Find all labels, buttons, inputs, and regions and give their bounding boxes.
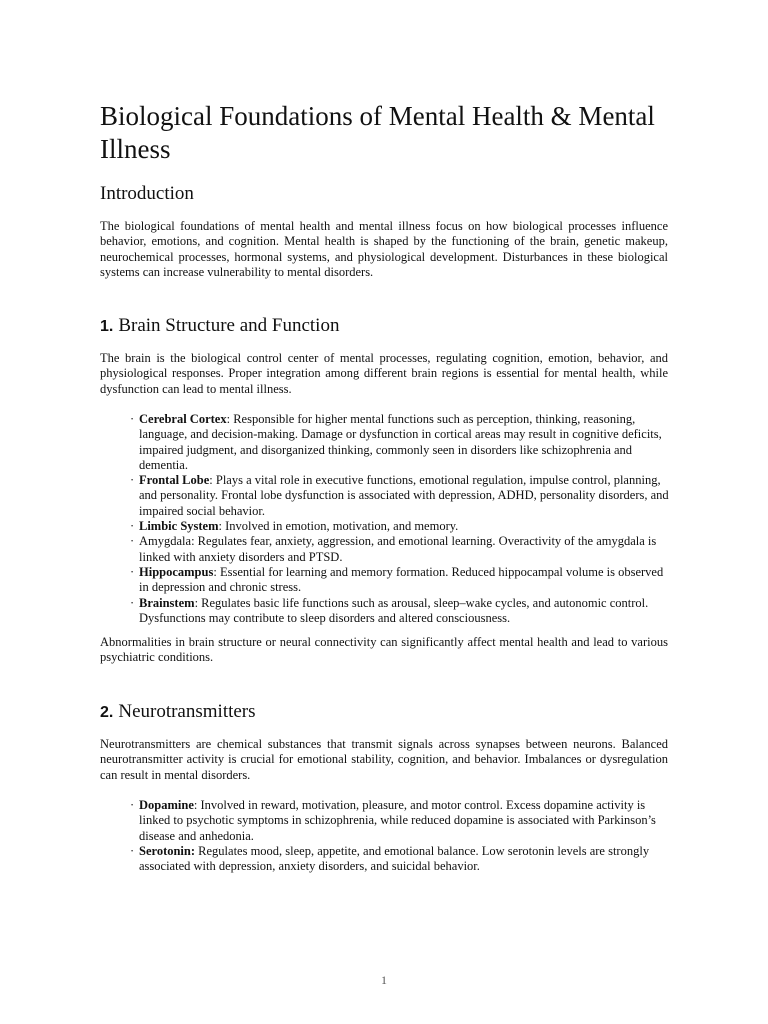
bullet-term: Hippocampus [139,564,214,579]
bullet-description: Amygdala: Regulates fear, anxiety, aggression, and emotional learning. Overactivity of the amygdala is linked with anxiety disorders and PTSD. [139,534,657,564]
bullet-marker: · [130,595,135,610]
list-item [130,798,675,844]
bullet-description: Regulates mood, sleep, appetite, and emotional balance. Low serotonin levels are strongly associated with depression, anxiety disorders, and suicidal behavior. [139,843,650,874]
bullet-marker: · [130,564,135,579]
bullet-separator: : [226,412,231,426]
bullet-description: Involved in emotion, motivation, and memory. [222,519,459,534]
section-2-heading [100,700,256,725]
section-2-bullet-list [130,798,675,874]
bullet-description: Responsible for higher mental functions such as perception, thinking, reasoning, language, and decision-making. Damage or dysfunction in cortical areas may result in cognitive deficits, impaired judgment, and disorganized thinking, commonly seen in disorders like schizophrenia and dementia. [139,412,662,472]
intro-heading: Introduction [100,183,194,204]
section-1-number: 1. [100,318,114,335]
bullet-separator: : [193,798,198,812]
page-number: 1 [381,973,387,987]
list-item [130,534,675,565]
section-1-closing-paragraph: Abnormalities in brain structure or neural connectivity can significantly affect mental health and lead to various psychiatric conditions. [100,635,668,665]
bullet-term: Serotonin: [139,843,196,858]
bullet-description: Involved in reward, motivation, pleasure, and motor control. Excess dopamine activity is linked to psychotic symptoms in schizophrenia, while reduced dopamine is associated with Parkinson’s disease and anhedonia. [139,798,656,843]
list-item [130,473,675,519]
document-title: Biological Foundations of Mental Health & Mental Illness [100,101,655,164]
bullet-marker: · [130,519,135,534]
bullet-term: Cerebral Cortex [139,412,227,426]
bullet-marker: · [130,798,135,812]
intro-paragraph: The biological foundations of mental health and mental illness focus on how biological processes influence behavior, emotions, and cognition. Mental health is shaped by the functioning of the brain, genetic makeup, neurochemical processes, hormonal systems, and physiological development. Disturbances in these biological systems can increase vulnerability to mental disorders. [100,219,668,279]
section-2-paragraph: Neurotransmitters are chemical substances that transmit signals across synapses between neurons. Balanced neurotransmitter activity is crucial for emotional stability, cognition, and behavior. Imbalances or dysregulation can result in mental disorders. [100,737,668,782]
bullet-separator: : [209,473,213,488]
list-item [130,412,675,473]
list-item [130,565,675,596]
bullet-separator: : [213,564,217,579]
bullet-term: Brainstem [139,595,195,610]
bullet-marker: · [130,843,135,858]
section-2-title: Neurotransmitters [118,701,256,722]
bullet-separator: : [194,595,199,610]
section-1-bullet-list [130,412,675,626]
list-item [130,844,675,875]
bullet-marker: · [130,473,135,488]
bullet-description: Essential for learning and memory formation. Reduced hippocampal volume is observed in depression and chronic stress. [139,564,664,595]
bullet-term: Frontal Lobe [139,473,210,488]
list-item [130,596,675,627]
section-2-number: 2. [100,704,114,721]
section-1-heading [100,314,339,339]
list-item [130,519,675,534]
bullet-term: Dopamine [139,798,194,812]
bullet-term: Limbic System [139,519,219,534]
bullet-separator: : [218,519,222,534]
section-1-paragraph: The brain is the biological control center of mental processes, regulating cognition, emotion, behavior, and physiological responses. Proper integration among different brain regions is essential for mental health, while dysfunction can lead to mental illness. [100,351,668,396]
section-1-title: Brain Structure and Function [118,315,340,336]
bullet-marker: · [130,534,135,549]
bullet-marker: · [130,412,135,426]
bullet-description: Plays a vital role in executive functions, emotional regulation, impulse control, planning, and personality. Frontal lobe dysfunction is associated with depression, ADHD, personality disorders, and impaired social behavior. [139,473,669,518]
bullet-description: Regulates basic life functions such as arousal, sleep–wake cycles, and autonomic control. Dysfunctions may contribute to sleep disorders and altered consciousness. [139,595,649,625]
